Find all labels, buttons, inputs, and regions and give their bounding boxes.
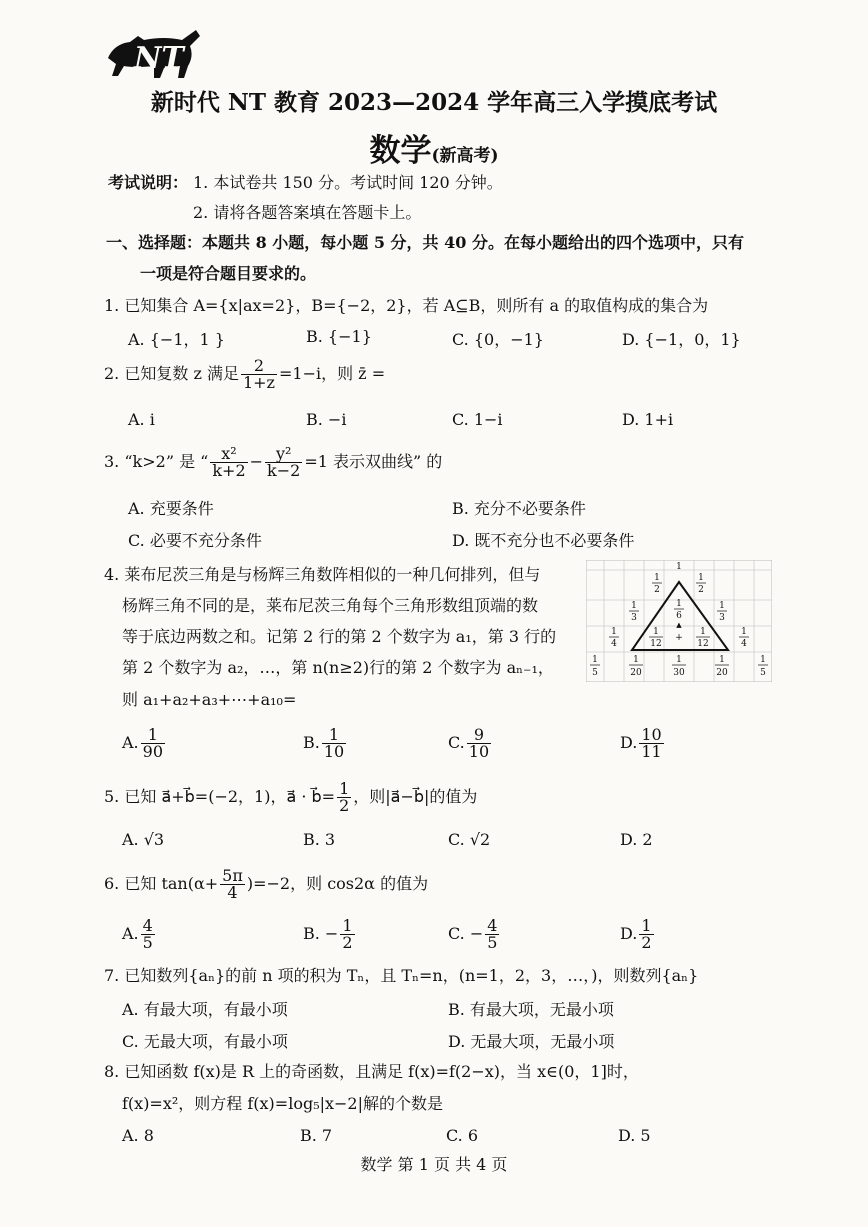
- q7-option-b: B. 有最大项，无最小项: [448, 1000, 614, 1019]
- q1-option-a: A. {−1，1 }: [128, 330, 225, 349]
- q4-b-den: 10: [323, 742, 345, 761]
- q8-line-2: f(x)=x²，则方程 f(x)=log₅|x−2|解的个数是: [122, 1094, 443, 1113]
- nt-logo: [104, 22, 204, 80]
- fig-r4-c1-den: 4: [611, 639, 617, 649]
- q2-stem: [104, 358, 385, 391]
- fig-r4-c2-den: 12: [650, 639, 662, 649]
- subject-name: 数学: [369, 133, 432, 169]
- fig-r5-c5-num: 1: [760, 655, 766, 665]
- fig-r5-c3-den: 30: [673, 668, 685, 678]
- fig-r3-c1-num: 1: [631, 601, 637, 611]
- fig-r3-c2-den: 6: [676, 611, 682, 621]
- q6-d-den: 2: [641, 933, 652, 952]
- q4-option-a-fraction: [141, 727, 165, 760]
- q2-fraction: [241, 358, 277, 391]
- q2-option-d: D. 1+i: [622, 410, 674, 429]
- q4-line-2: 杨辉三角不同的是，莱布尼茨三角每个三角形数组顶端的数: [122, 596, 539, 615]
- q4-option-b: [303, 727, 348, 760]
- q4-option-b-letter: B.: [303, 733, 320, 752]
- fig-r2-c2-num: 1: [698, 573, 704, 583]
- page-footer: 数学 第 1 页 共 4 页: [360, 1155, 508, 1174]
- q5-stem-pre: 5. 已知 a⃗+b⃗=(−2，1)，a⃗ · b⃗=: [104, 787, 336, 806]
- q3-stem-pre: 3. “k>2” 是 “: [104, 452, 209, 471]
- q6-option-d-fraction: [639, 918, 653, 951]
- fig-r4-c4-den: 4: [741, 639, 747, 649]
- q4-c-num: 9: [467, 727, 491, 744]
- q4-option-b-fraction: [322, 727, 346, 760]
- q6-option-d-letter: D.: [620, 924, 638, 943]
- q6-fraction: [220, 868, 245, 901]
- q6-option-b-letter: B. −: [303, 924, 339, 943]
- q4-option-d: [620, 727, 666, 760]
- fig-r5-c1-num: 1: [592, 655, 598, 665]
- q3-stem: [104, 446, 442, 479]
- q6-numerator: 5π: [222, 866, 243, 885]
- q2-option-c: C. 1−i: [452, 410, 503, 429]
- q6-option-c: [448, 918, 501, 951]
- q7-option-a: A. 有最大项，有最小项: [122, 1000, 288, 1019]
- fig-r5-c2-den: 20: [630, 668, 642, 678]
- q6-option-a: [122, 918, 157, 951]
- q5-option-b: B. 3: [303, 830, 336, 849]
- q1-stem: 1. 已知集合 A={x|ax=2}，B={−2，2}，若 A⊆B，则所有 a 的取值构成的集合为: [104, 296, 709, 315]
- q4-option-a: [122, 727, 167, 760]
- q3-stem-post: =1 表示双曲线” 的: [304, 452, 443, 471]
- q3-fraction-x-denominator: k+2: [212, 461, 246, 480]
- q4-d-num: 10: [641, 725, 662, 744]
- fig-r5-c4-num: 1: [719, 655, 725, 665]
- fig-r5-c2-num: 1: [633, 655, 639, 665]
- q2-denominator: 1+z: [242, 373, 275, 392]
- q6-stem-post: )=−2，则 cos2α 的值为: [246, 874, 429, 893]
- q3-option-a: A. 充要条件: [128, 499, 214, 518]
- fig-r4-c2-num: 1: [653, 627, 659, 637]
- q5-denominator: 2: [339, 796, 350, 815]
- fig-r2-c1-num: 1: [654, 573, 660, 583]
- subject-note: (新高考): [431, 146, 499, 166]
- leibniz-triangle-figure: [586, 560, 772, 682]
- fig-r5-c5-den: 5: [760, 668, 766, 678]
- q1-option-d: D. {−1，0，1}: [622, 330, 741, 349]
- q5-stem-post: ，则|a⃗−b⃗|的值为: [353, 787, 478, 806]
- section-1-heading-line-2: 一项是符合题目要求的。: [140, 264, 317, 283]
- q2-stem-post: =1−i，则 z̄ =: [278, 364, 386, 383]
- q5-numerator: 1: [339, 779, 350, 798]
- instructions-line-2: 2. 请将各题答案填在答题卡上。: [193, 203, 422, 222]
- fig-r3-c2-num: 1: [676, 599, 682, 609]
- q4-b-num: 1: [322, 727, 346, 744]
- q8-line-1: 8. 已知函数 f(x)是 R 上的奇函数，且满足 f(x)=f(2−x)，当 x∈(0，1]时，: [104, 1062, 639, 1081]
- q7-stem: 7. 已知数列{aₙ}的前 n 项的积为 Tₙ，且 Tₙ=n，(n=1，2，3，…，)，则数列{aₙ}: [104, 966, 699, 985]
- q8-option-a: A. 8: [122, 1126, 154, 1145]
- q6-stem: [104, 868, 428, 901]
- q6-denominator: 4: [227, 883, 238, 902]
- q4-option-c-letter: C.: [448, 733, 465, 752]
- q2-numerator: 2: [241, 358, 277, 375]
- q5-option-a: A. √3: [122, 830, 165, 849]
- q4-line-1: 4. 莱布尼茨三角是与杨辉三角数阵相似的一种几何排列，但与: [104, 565, 541, 584]
- q4-option-d-fraction: [639, 727, 663, 760]
- q5-fraction: [337, 781, 351, 814]
- q6-b-num: 1: [342, 916, 353, 935]
- q2-stem-pre: 2. 已知复数 z 满足: [104, 364, 239, 383]
- logo-text: NT: [134, 41, 184, 76]
- q6-d-num: 1: [641, 916, 652, 935]
- fig-r3-c3-num: 1: [719, 601, 725, 611]
- q5-option-c: C. √2: [448, 830, 491, 849]
- fig-r3-c3-den: 3: [719, 613, 725, 623]
- q4-option-c-fraction: [467, 727, 491, 760]
- q5-option-d: D. 2: [620, 830, 653, 849]
- q6-option-d: [620, 918, 656, 951]
- q3-fraction-y-numerator: y²: [265, 446, 302, 463]
- q3-option-c: C. 必要不充分条件: [128, 531, 262, 550]
- exam-title: 新时代 NT 教育 2023—2024 学年高三入学摸底考试: [150, 89, 718, 116]
- q6-option-a-fraction: [141, 918, 155, 951]
- q3-fraction-y-denominator: k−2: [267, 461, 301, 480]
- q1-option-c: C. {0，−1}: [452, 330, 544, 349]
- q6-option-b-fraction: [340, 918, 354, 951]
- q4-option-a-letter: A.: [122, 733, 139, 752]
- q4-option-c: [448, 727, 493, 760]
- q6-option-a-letter: A.: [122, 924, 139, 943]
- exam-subtitle: [0, 125, 868, 170]
- q3-fraction-x: [210, 446, 247, 479]
- q6-option-c-fraction: [485, 918, 499, 951]
- fig-r3-c1-den: 3: [631, 613, 637, 623]
- q6-a-num: 4: [142, 916, 153, 935]
- instructions-line-1: 1. 本试卷共 150 分。考试时间 120 分钟。: [193, 173, 503, 192]
- q6-stem-pre: 6. 已知 tan(α+: [104, 874, 219, 893]
- fig-r5-c1-den: 5: [592, 668, 598, 678]
- q4-line-3: 等于底边两数之和。记第 2 行的第 2 个数字为 a₁，第 3 行的: [122, 627, 557, 646]
- q8-option-c: C. 6: [446, 1126, 479, 1145]
- q8-option-b: B. 7: [300, 1126, 333, 1145]
- q5-stem: [104, 781, 477, 814]
- q3-option-b: B. 充分不必要条件: [452, 499, 586, 518]
- fig-r4-c4-num: 1: [741, 627, 747, 637]
- fig-r5-c4-den: 20: [716, 668, 728, 678]
- q3-fraction-x-numerator: x²: [210, 446, 247, 463]
- q8-option-d: D. 5: [618, 1126, 651, 1145]
- q2-option-a: A. i: [128, 410, 155, 429]
- instructions-label: 考试说明：: [108, 173, 189, 192]
- q6-b-den: 2: [342, 933, 353, 952]
- q4-c-den: 10: [468, 742, 490, 761]
- fig-r4-c3-den: 12: [697, 639, 709, 649]
- q4-d-den: 11: [641, 742, 662, 761]
- q4-line-5: 则 a₁+a₂+a₃+⋯+a₁₀=: [122, 690, 297, 709]
- q1-option-b: B. {−1}: [306, 327, 372, 346]
- q6-c-num: 4: [487, 916, 498, 935]
- section-1-heading-line-1: 一、选择题：本题共 8 小题，每小题 5 分，共 40 分。在每小题给出的四个选项中，只有: [106, 233, 744, 252]
- q6-a-den: 5: [142, 933, 153, 952]
- q4-line-4: 第 2 个数字为 a₂，…，第 n(n≥2)行的第 2 个数字为 aₙ₋₁，: [122, 658, 554, 677]
- q3-fraction-y: [265, 446, 302, 479]
- fig-r2-c2-den: 2: [698, 585, 704, 595]
- q6-option-b: [303, 918, 357, 951]
- q6-option-c-letter: C. −: [448, 924, 484, 943]
- fig-r5-c3-num: 1: [676, 655, 682, 665]
- fig-r2-c1-den: 2: [654, 585, 660, 595]
- q7-option-d: D. 无最大项，无最小项: [448, 1032, 615, 1051]
- q4-option-d-letter: D.: [620, 733, 638, 752]
- q4-a-den: 90: [142, 742, 163, 761]
- fig-r4-c3-num: 1: [700, 627, 706, 637]
- q7-option-c: C. 无最大项，有最小项: [122, 1032, 288, 1051]
- fig-r1-c1: 1: [676, 562, 682, 572]
- q3-minus: −: [249, 452, 264, 471]
- fig-up-arrow-icon: ▲: [676, 621, 682, 629]
- q2-option-b: B. −i: [306, 410, 347, 429]
- fig-plus-sign: +: [675, 633, 683, 643]
- q3-option-d: D. 既不充分也不必要条件: [452, 531, 635, 550]
- q4-a-num: 1: [141, 727, 165, 744]
- fig-r4-c1-num: 1: [611, 627, 617, 637]
- q6-c-den: 5: [487, 933, 498, 952]
